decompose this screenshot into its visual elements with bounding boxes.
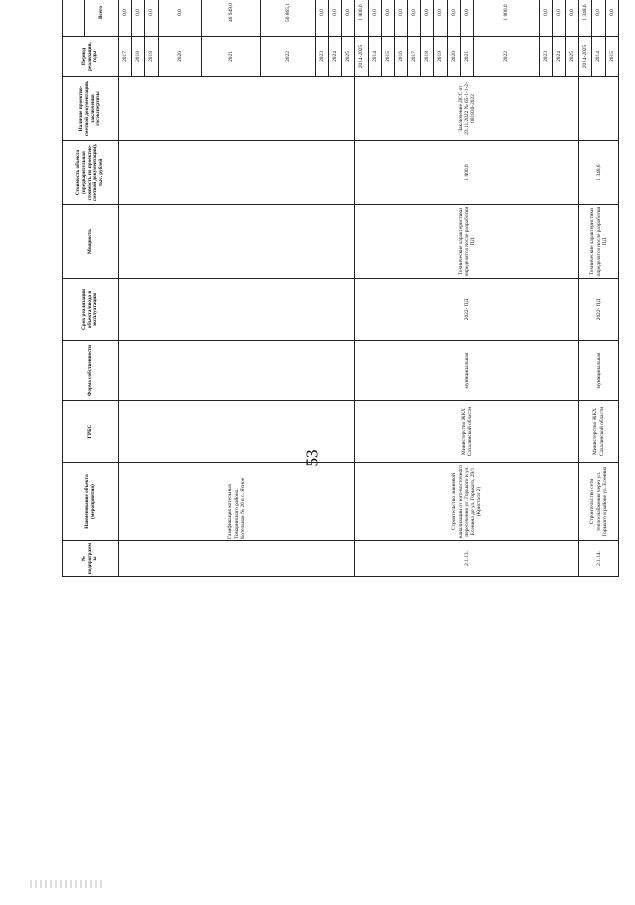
cell-total: 0,0 <box>119 0 132 37</box>
cell-year: 2020 <box>158 37 202 77</box>
cell-capacity: Технические характеристики определятся после разработки ПД <box>579 205 619 279</box>
table-body <box>119 0 619 577</box>
cell-total: 0,0 <box>381 0 394 37</box>
cell-total: 0,0 <box>394 0 407 37</box>
cell-total: 1 800,0 <box>355 0 368 37</box>
cell-deadline: 2022- ПД <box>579 279 619 341</box>
cell-year: 2024 <box>329 37 342 77</box>
cell-cost: 1 348,6 <box>579 141 619 205</box>
cell-total: 1 800,0 <box>473 0 539 37</box>
cell-total: 0,0 <box>552 0 565 37</box>
header-capacity: Мощность <box>63 205 119 279</box>
cell-year: 2014 <box>592 37 605 77</box>
cell-no <box>119 541 355 577</box>
cell-year: 2022 <box>260 37 315 77</box>
cell-total: 0,0 <box>342 0 355 37</box>
table-row <box>119 0 132 577</box>
cell-deadline: 2022- ПД <box>355 279 579 341</box>
cell-grbs: Министерство ЖКХ Сахалинской области <box>355 401 579 463</box>
cell-total: 0,0 <box>539 0 552 37</box>
cell-grbs: Министерство ЖКХ Сахалинской области <box>579 401 619 463</box>
cell-year: 2025 <box>342 37 355 77</box>
cell-year: 2025 <box>566 37 579 77</box>
cell-year: 2019 <box>434 37 447 77</box>
cell-expertise <box>119 77 355 141</box>
cell-year: 2017 <box>119 37 132 77</box>
page-number: 53 <box>302 449 322 467</box>
cell-year: 2024 <box>552 37 565 77</box>
table-row <box>579 0 592 577</box>
cell-total: 0,0 <box>566 0 579 37</box>
cell-expertise <box>579 77 619 141</box>
header-deadline: Срок реализации объекта/ввода в эксплуатацию <box>63 279 119 341</box>
cell-total: 0,0 <box>460 0 473 37</box>
cell-total: 0,0 <box>592 0 605 37</box>
cell-ownership <box>119 341 355 401</box>
cell-year: 2019 <box>145 37 158 77</box>
header-grbs: ГРБС <box>63 401 119 463</box>
cell-ownership: муниципальная <box>355 341 579 401</box>
header-funding <box>63 0 85 37</box>
header-expertise: Наличие проектно-сметной документации, заключения госэкспертизы <box>63 77 119 141</box>
cell-total: 1 348,6 <box>579 0 592 37</box>
header-no: № подпрограммы <box>63 541 119 577</box>
cell-year: 2014 <box>368 37 381 77</box>
cell-total: 0,0 <box>434 0 447 37</box>
cell-capacity: Технические характеристики определятся после разработки ПД <box>355 205 579 279</box>
cell-total: 0,0 <box>315 0 328 37</box>
header-period: Период реализации, годы <box>63 37 119 77</box>
cell-year: 2018 <box>132 37 145 77</box>
cell-name: Газификация котельных Томаринского района. Котельная № 26 в с. Ясное <box>119 463 355 541</box>
cell-total: 0,0 <box>132 0 145 37</box>
cell-year: 2023 <box>539 37 552 77</box>
cell-year: 2016 <box>394 37 407 77</box>
table-row <box>355 0 368 577</box>
cell-total: 0,0 <box>145 0 158 37</box>
cell-year: 2014-2025 <box>579 37 592 77</box>
investment-objects-table <box>62 0 619 577</box>
header-cost: Стоимость объекта (предварительная стоимость по проектно-сметной документации), тыс. рублей <box>63 141 119 205</box>
header-ownership: Форма собственности <box>63 341 119 401</box>
cell-year: 2023 <box>315 37 328 77</box>
cell-total: 46 949,0 <box>202 0 261 37</box>
cell-year: 2014-2025 <box>355 37 368 77</box>
cell-ownership: муниципальная <box>579 341 619 401</box>
cell-name: Строительство ливневой канализации от юго-восточного пересечения ул. Горького и ул. Есенина до ул. Горького, 29/1 (Кристалл 2) <box>355 463 579 541</box>
cell-total: 0,0 <box>368 0 381 37</box>
cell-expertise: Заключение ДСС от 23.11.2022 № 65-1-1-2-081830-2022 <box>355 77 579 141</box>
header-row-1 <box>63 0 85 577</box>
cell-grbs <box>119 401 355 463</box>
header-total: Всего <box>85 0 119 37</box>
cell-year: 2015 <box>605 37 618 77</box>
cell-cost: 1 800,0 <box>355 141 579 205</box>
cell-no: 2.1.13. <box>355 541 579 577</box>
cell-total: 0,0 <box>408 0 421 37</box>
cell-year: 2021 <box>460 37 473 77</box>
cell-total: 0,0 <box>605 0 618 37</box>
cell-total: 0,0 <box>158 0 202 37</box>
cell-total: 0,0 <box>421 0 434 37</box>
cell-year: 2021 <box>202 37 261 77</box>
cell-capacity <box>119 205 355 279</box>
cell-year: 2018 <box>421 37 434 77</box>
cell-year: 2020 <box>447 37 460 77</box>
cell-total: 50 865,1 <box>260 0 315 37</box>
cell-year: 2017 <box>408 37 421 77</box>
cell-cost <box>119 141 355 205</box>
scan-artifact <box>30 880 105 888</box>
cell-deadline <box>119 279 355 341</box>
cell-year: 2022 <box>473 37 539 77</box>
cell-year: 2015 <box>381 37 394 77</box>
cell-no: 2.1.14. <box>579 541 619 577</box>
rotated-table-container <box>62 3 619 884</box>
cell-total: 0,0 <box>329 0 342 37</box>
cell-name: Строительство сети теплоснабжения через ул. Горького в районе ул. Есенина <box>579 463 619 541</box>
cell-total: 0,0 <box>447 0 460 37</box>
header-name: Наименование объекта (мероприятия) <box>63 463 119 541</box>
